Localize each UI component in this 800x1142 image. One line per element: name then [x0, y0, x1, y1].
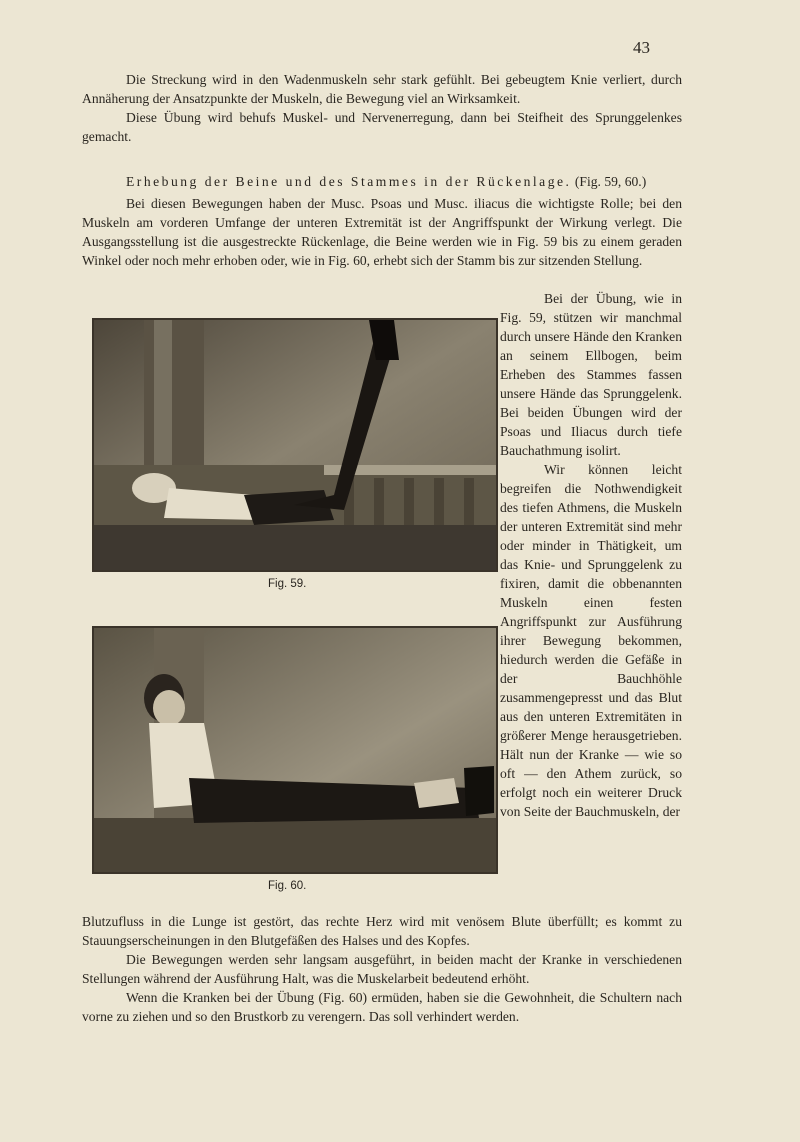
- paragraph: Bei der Übung, wie in Fig. 59, stützen wir manchmal durch unsere Hände den Kranken an seinem Ellbogen, beim Erheben des Stammes fassen unsere Hände das Sprunggelenk. Bei beiden Übungen wird der Psoas und Iliacus durch tiefe Bauchathmung isolirt.: [500, 291, 682, 458]
- paragraph: Die Streckung wird in den Wadenmuskeln sehr stark gefühlt. Bei gebeugtem Knie verliert, durch Annäherung der Ansatzpunkte der Muskeln, die Bewegung viel an Wirksamkeit.: [82, 72, 682, 106]
- paragraph: Die Bewegungen werden sehr langsam ausgeführt, in beiden macht der Kranke in verschiedenen Stellungen während der Ausführung Halt, was die Muskelarbeit bedeutend erhöht.: [82, 952, 682, 986]
- section-title: Erhebung der Beine und des Stammes in der Rückenlage.: [126, 174, 572, 189]
- figure-60-photo: [92, 626, 498, 874]
- paragraph: Wenn die Kranken bei der Übung (Fig. 60) ermüden, haben sie die Gewohnheit, die Schultern nach vorne zu ziehen und so den Brustkorb zu verengern. Das soll verhindert werden.: [82, 990, 682, 1024]
- paragraph: Wir können leicht begreifen die Nothwendigkeit des tiefen Athmens, die Muskeln der unteren Extremität sind mehr oder minder in Thätigkeit, um das Knie- und Sprunggelenk zu fixiren, damit die obbenannten Muskeln einen festen Angriffspunkt zur Ausführung ihrer Bewegung bekommen, hiedurch werden die Gefäße in der Bauchhöhle zusammengepresst und das Blut aus den unteren Extremitäten in größerer Menge herausgetrieben. Hält nun der Kranke — wie so oft — den Athem zurück, so erfolgt noch ein weiterer Druck von Seite der Bauchmuskeln, der: [500, 462, 682, 819]
- intro-text: [82, 70, 682, 146]
- closing-text: [82, 912, 682, 1026]
- section-heading: [82, 172, 682, 191]
- paragraph: Diese Übung wird behufs Muskel- und Nervenerregung, dann bei Steifheit des Sprunggelenkes gemacht.: [82, 110, 682, 144]
- section-figure-ref: (Fig. 59, 60.): [574, 174, 647, 189]
- figure-59-caption: Fig. 59.: [268, 578, 307, 590]
- page-number: 43: [633, 38, 650, 57]
- figure-60-caption: Fig. 60.: [268, 880, 307, 892]
- paragraph: Bei diesen Bewegungen haben der Musc. Psoas und Musc. iliacus die wichtigste Rolle; bei den Muskeln am vorderen Umfange der unteren Extremität ist der Angriffspunkt der Wirkung verlegt. Die Ausgangsstellung ist die ausgestreckte Rückenlage, die Beine werden wie in Fig. 59 bis zu einem geraden Winkel oder noch mehr erhoben oder, wie in Fig. 60, erhebt sich der Stamm bis zur sitzenden Stellung.: [82, 196, 682, 268]
- figure-59-photo: [92, 318, 498, 572]
- side-column-text: [500, 289, 682, 821]
- section-body: [82, 194, 682, 270]
- paragraph: Blutzufluss in die Lunge ist gestört, das rechte Herz wird mit venösem Blute überfüllt; es kommt zu Stauungserscheinungen in den Blutgefäßen des Halses und des Kopfes.: [82, 914, 682, 948]
